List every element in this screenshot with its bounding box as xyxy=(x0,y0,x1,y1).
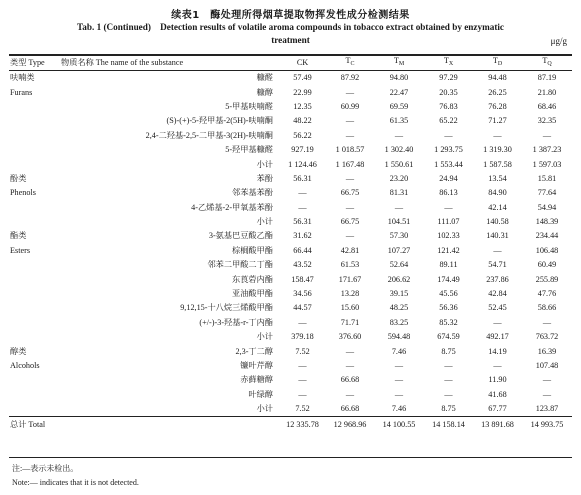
cell-td: 26.25 xyxy=(488,87,507,97)
total-row xyxy=(9,417,572,432)
cell-tc: 66.75 xyxy=(340,217,360,227)
cell-type xyxy=(9,157,61,171)
cell-tq: — xyxy=(542,317,552,327)
cell-tx: — xyxy=(444,361,453,370)
cell-tc: 66.68 xyxy=(340,375,360,385)
cell-tq: — xyxy=(542,130,552,140)
cell-substance: 叶绿醇 xyxy=(248,389,273,399)
cell-substance: 5-甲基呋喃醛 xyxy=(225,101,273,111)
cell-ck: — xyxy=(298,361,307,370)
cell-tc: — xyxy=(345,346,355,356)
cell-tm: 83.25 xyxy=(389,317,409,327)
cell-td: 13.54 xyxy=(488,173,507,183)
cell-type xyxy=(9,301,61,315)
cell-td: 1 319.30 xyxy=(483,145,512,155)
cell-tx: — xyxy=(444,375,453,385)
cell-tx: 121.42 xyxy=(437,245,460,255)
cell-tc: 376.60 xyxy=(338,332,362,342)
cell-tq: 77.64 xyxy=(537,188,557,198)
cell-ck: — xyxy=(298,389,307,399)
cell-td: 76.28 xyxy=(488,101,507,111)
table-row xyxy=(9,287,572,301)
cell-td: 67.77 xyxy=(488,404,507,414)
header-ck: CK xyxy=(279,55,326,71)
cell-td: — xyxy=(493,130,502,140)
cell-tq: 148.39 xyxy=(535,217,559,227)
cell-tc: 61.53 xyxy=(340,260,360,270)
cell-tq: — xyxy=(542,389,552,399)
cell-tx: 20.35 xyxy=(439,87,458,97)
table-row xyxy=(9,85,572,99)
cell-tc: 87.92 xyxy=(340,73,360,83)
table-bottom-rule xyxy=(9,457,572,458)
cell-substance: 糠醛 xyxy=(256,73,273,83)
table-row xyxy=(9,229,572,243)
cell-tm: 107.27 xyxy=(387,245,411,255)
cell-substance: 赤藓糖醇 xyxy=(240,375,273,385)
cell-substance: 邻苯二甲酸二丁酯 xyxy=(207,260,273,270)
cell-type xyxy=(9,272,61,286)
cell-tc: 42.81 xyxy=(340,245,360,255)
table-row xyxy=(9,215,572,229)
cell-tc: 66.68 xyxy=(340,404,360,414)
cell-td: 14.19 xyxy=(488,346,507,356)
cell-tx: 1 553.44 xyxy=(434,159,463,169)
cell-type: Esters xyxy=(10,245,31,255)
cell-tq: 54.94 xyxy=(537,202,557,212)
cell-tc: — xyxy=(345,116,355,126)
cell-tm: 81.31 xyxy=(389,188,409,198)
table-row xyxy=(9,100,572,114)
cell-tq: 1 387.23 xyxy=(532,145,562,155)
cell-ck: 1 124.46 xyxy=(288,159,317,169)
cell-type: 呋喃类 xyxy=(10,73,35,83)
cell-tq: 234.44 xyxy=(535,231,559,241)
cell-tm: — xyxy=(394,389,404,399)
cell-substance: (S)-(+)-5-羟甲基-2(5H)-呋喃酮 xyxy=(166,116,273,126)
table-row xyxy=(9,272,572,286)
cell-tc: 66.75 xyxy=(340,188,360,198)
cell-tm: 23.20 xyxy=(389,173,409,183)
cell-type: Phenols xyxy=(10,188,36,198)
cell-tm: 52.64 xyxy=(389,260,409,270)
cell-type xyxy=(9,316,61,330)
table-row xyxy=(9,186,572,200)
cell-ck: — xyxy=(298,375,307,385)
cell-substance: 邻苯基苯酚 xyxy=(232,188,273,198)
cell-type xyxy=(9,114,61,128)
table-row xyxy=(9,258,572,272)
cell-tm: 39.15 xyxy=(389,289,409,299)
cell-type xyxy=(9,402,61,417)
cell-tm: 594.48 xyxy=(387,332,411,342)
cell-tx: 56.36 xyxy=(439,303,458,313)
cell-substance: 镰叶芹醇 xyxy=(240,361,273,370)
cell-substance: 4-乙烯基-2-甲氧基苯酚 xyxy=(191,202,273,212)
cell-tx: 86.13 xyxy=(439,188,458,198)
table-title-english-line2: treatment xyxy=(271,35,310,45)
cell-tx: 174.49 xyxy=(437,274,460,284)
header-row xyxy=(9,55,572,71)
header-substance: 物质名称 The name of the substance xyxy=(61,55,279,71)
cell-type xyxy=(9,100,61,114)
cell-tm: 7.46 xyxy=(391,346,407,356)
cell-ck: 56.31 xyxy=(293,173,312,183)
cell-substance: 小计 xyxy=(256,332,273,342)
cell-tx: 24.94 xyxy=(439,173,458,183)
table-row xyxy=(9,114,572,128)
cell-tm: — xyxy=(394,361,404,370)
header-tx: $T_X$ xyxy=(424,55,473,71)
cell-tx: 8.75 xyxy=(441,346,456,356)
cell-ck: 22.99 xyxy=(293,87,312,97)
cell-tm: 69.59 xyxy=(389,101,409,111)
cell-ck: — xyxy=(298,188,307,198)
cell-td: 84.90 xyxy=(488,188,507,198)
cell-tq: 763.72 xyxy=(535,332,559,342)
cell-type xyxy=(9,388,61,402)
cell-td: 71.27 xyxy=(488,116,507,126)
cell-tm: 7.46 xyxy=(391,404,407,414)
cell-type xyxy=(9,143,61,157)
cell-ck: 56.22 xyxy=(293,130,312,140)
cell-tm: 1 550.61 xyxy=(384,159,414,169)
table-row xyxy=(9,359,572,373)
cell-tc: — xyxy=(345,87,355,97)
table-row xyxy=(9,316,572,330)
cell-td: 492.17 xyxy=(486,332,509,342)
note-english: Note:— indicates that it is not detected. xyxy=(12,478,139,487)
table-row xyxy=(9,388,572,402)
cell-tx: 85.32 xyxy=(439,317,458,327)
cell-tx: — xyxy=(444,389,453,399)
header-tm: $T_M$ xyxy=(374,55,424,71)
cell-tm: 1 302.40 xyxy=(384,145,414,155)
cell-tx: 102.33 xyxy=(437,231,460,241)
cell-ck: 48.22 xyxy=(293,116,312,126)
cell-tm: 48.25 xyxy=(389,303,409,313)
cell-td: 41.68 xyxy=(488,389,507,399)
total-ck: 12 335.78 xyxy=(279,417,326,432)
cell-tx: 89.11 xyxy=(439,260,458,270)
header-tq: $T_Q$ xyxy=(522,55,572,71)
table-row xyxy=(9,71,572,86)
cell-tc: 171.67 xyxy=(338,274,362,284)
cell-td: 42.14 xyxy=(488,202,507,212)
cell-tx: 97.29 xyxy=(439,73,458,83)
note-chinese: 注:—表示未检出。 xyxy=(12,464,79,473)
cell-td: 94.48 xyxy=(488,73,507,83)
cell-tc: 60.99 xyxy=(340,101,360,111)
cell-td: 237.86 xyxy=(486,274,509,284)
table-row xyxy=(9,301,572,315)
table-row xyxy=(9,143,572,157)
cell-type xyxy=(9,373,61,387)
cell-substance: 小计 xyxy=(256,217,273,227)
cell-td: 140.31 xyxy=(486,231,509,241)
table-row xyxy=(9,157,572,171)
cell-substance: (+/-)-3-羟基-r-丁内酯 xyxy=(199,317,273,327)
cell-td: 54.71 xyxy=(488,260,507,270)
cell-tx: 8.75 xyxy=(441,404,456,414)
table-row xyxy=(9,330,572,344)
cell-ck: 7.52 xyxy=(295,404,310,414)
cell-type xyxy=(9,287,61,301)
cell-tc: 1 167.48 xyxy=(335,159,365,169)
cell-tq: 255.89 xyxy=(535,274,559,284)
table-title-english-line1: Tab. 1 (Continued) Detection results of volatile aroma compounds in tobacco extract obtained by enzymatic xyxy=(76,22,505,32)
cell-tc: — xyxy=(345,389,355,399)
cell-tx: 76.83 xyxy=(439,101,458,111)
cell-substance: 小计 xyxy=(256,159,273,169)
cell-substance: 棕榈酸甲酯 xyxy=(232,245,273,255)
cell-ck: 7.52 xyxy=(295,346,310,356)
cell-tc: 13.28 xyxy=(340,289,360,299)
table-row xyxy=(9,373,572,387)
cell-tq: 107.48 xyxy=(535,361,559,370)
cell-substance: 亚油酸甲酯 xyxy=(232,289,273,299)
cell-tm: — xyxy=(394,375,404,385)
cell-type xyxy=(9,201,61,215)
total-tq: 14 993.75 xyxy=(522,417,572,432)
cell-tm: 22.47 xyxy=(389,87,409,97)
table-row xyxy=(9,244,572,258)
cell-ck: — xyxy=(298,317,307,327)
table-row xyxy=(9,201,572,215)
cell-type xyxy=(9,215,61,229)
cell-ck: 56.31 xyxy=(293,217,312,227)
table-row xyxy=(9,344,572,358)
cell-td: 11.90 xyxy=(488,375,507,385)
unit-label: μg/g xyxy=(550,36,567,46)
total-label: 总计 Total xyxy=(9,417,279,432)
cell-type: Alcohols xyxy=(10,361,40,370)
cell-ck: 66.44 xyxy=(293,245,312,255)
cell-tq: 21.80 xyxy=(537,87,557,97)
total-td: 13 891.68 xyxy=(473,417,522,432)
table-row xyxy=(9,402,572,417)
cell-tc: — xyxy=(345,231,355,241)
cell-substance: 2,4-二羟基-2,5-二甲基-3(2H)-呋喃酮 xyxy=(145,130,273,140)
cell-type: 酚类 xyxy=(10,173,27,183)
cell-tc: 71.71 xyxy=(340,317,360,327)
cell-td: 140.58 xyxy=(486,217,509,227)
cell-type xyxy=(9,258,61,272)
header-td: $T_D$ xyxy=(473,55,522,71)
cell-substance: 5-羟甲基糠醛 xyxy=(225,145,273,155)
cell-ck: 31.62 xyxy=(293,231,312,241)
cell-tm: 57.30 xyxy=(389,231,409,241)
table-row xyxy=(9,129,572,143)
cell-tq: 15.81 xyxy=(537,173,557,183)
cell-substance: 3-氨基巴豆酸乙酯 xyxy=(208,231,273,241)
cell-tq: 60.49 xyxy=(537,260,557,270)
cell-tx: 65.22 xyxy=(439,116,458,126)
cell-td: — xyxy=(493,245,502,255)
cell-tq: 87.19 xyxy=(537,73,557,83)
cell-tm: 94.80 xyxy=(389,73,409,83)
cell-substance: 糠醇 xyxy=(256,87,273,97)
cell-ck: 379.18 xyxy=(291,332,314,342)
total-tm: 14 100.55 xyxy=(374,417,424,432)
cell-tq: 68.46 xyxy=(537,101,557,111)
total-tc: 12 968.96 xyxy=(326,417,374,432)
cell-ck: 12.35 xyxy=(293,101,312,111)
cell-ck: 34.56 xyxy=(293,289,312,299)
cell-substance: 9,12,15-十八烷三烯酸甲酯 xyxy=(180,303,273,313)
cell-tq: — xyxy=(542,375,552,385)
cell-ck: 158.47 xyxy=(291,274,314,284)
cell-tc: 15.60 xyxy=(340,303,360,313)
cell-substance: 苯酚 xyxy=(256,173,273,183)
cell-tq: 106.48 xyxy=(535,245,559,255)
cell-tx: — xyxy=(444,130,453,140)
cell-tq: 32.35 xyxy=(537,116,557,126)
table-body xyxy=(9,71,572,417)
cell-ck: 927.19 xyxy=(291,145,314,155)
cell-type: Furans xyxy=(10,87,33,97)
cell-td: — xyxy=(493,317,502,327)
cell-type xyxy=(9,330,61,344)
cell-substance: 小计 xyxy=(256,404,273,414)
cell-type xyxy=(9,129,61,143)
cell-tx: 111.07 xyxy=(437,217,460,227)
cell-tx: — xyxy=(444,202,453,212)
cell-tm: 104.51 xyxy=(387,217,411,227)
cell-ck: 57.49 xyxy=(293,73,312,83)
cell-tq: 123.87 xyxy=(535,404,559,414)
total-tx: 14 158.14 xyxy=(424,417,473,432)
cell-tq: 16.39 xyxy=(537,346,557,356)
cell-ck: 44.57 xyxy=(293,303,312,313)
cell-type: 醇类 xyxy=(10,346,27,356)
header-tc: $T_C$ xyxy=(326,55,374,71)
cell-tq: 58.66 xyxy=(537,303,557,313)
cell-tc: — xyxy=(345,130,355,140)
cell-type: 酯类 xyxy=(10,231,27,241)
cell-tc: 1 018.57 xyxy=(335,145,365,155)
cell-tm: 61.35 xyxy=(389,116,409,126)
table-row xyxy=(9,172,572,186)
header-type: 类型 Type xyxy=(9,55,61,71)
cell-tc: — xyxy=(345,173,355,183)
cell-ck: 43.52 xyxy=(293,260,312,270)
cell-substance: 东莨菪内酯 xyxy=(232,274,273,284)
cell-substance: 2,3-丁二醇 xyxy=(235,346,273,356)
cell-tm: — xyxy=(394,202,404,212)
cell-td: 1 587.58 xyxy=(483,159,512,169)
cell-tm: 206.62 xyxy=(387,274,411,284)
cell-tx: 674.59 xyxy=(437,332,460,342)
cell-tx: 45.56 xyxy=(439,289,458,299)
cell-tq: 1 597.03 xyxy=(532,159,562,169)
table-title-chinese: 续表1 酶处理所得烟草提取物挥发性成分检测结果 xyxy=(171,10,410,21)
cell-tq: 47.76 xyxy=(537,289,557,299)
cell-tm: — xyxy=(394,130,404,140)
cell-td: 52.45 xyxy=(488,303,507,313)
cell-tc: — xyxy=(345,361,355,370)
cell-tx: 1 293.75 xyxy=(434,145,463,155)
cell-ck: — xyxy=(298,202,307,212)
cell-td: — xyxy=(493,361,502,370)
cell-tc: — xyxy=(345,202,355,212)
table-title-english xyxy=(0,21,581,47)
results-table xyxy=(9,55,572,432)
cell-td: 42.84 xyxy=(488,289,507,299)
